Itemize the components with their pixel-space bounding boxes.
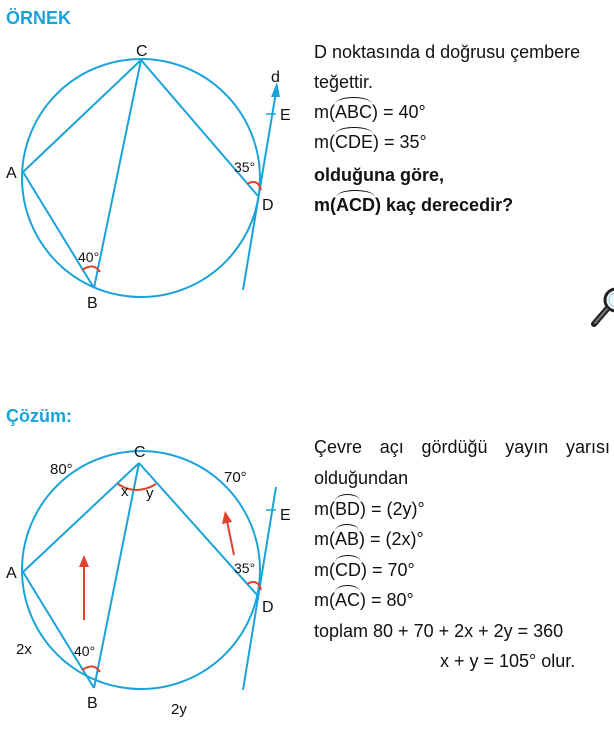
arrow-ab-head bbox=[79, 555, 89, 567]
point-c-label: C bbox=[134, 444, 146, 461]
example-diagram bbox=[0, 40, 300, 360]
example-text-line-3: m(ABC) = 40° bbox=[314, 102, 426, 122]
solution-result: x + y = 105° olur. bbox=[440, 651, 576, 671]
tangent-line bbox=[243, 92, 276, 290]
chord-bc bbox=[94, 463, 139, 688]
arc-bd: BD bbox=[335, 499, 361, 519]
chord-cd bbox=[141, 60, 258, 196]
example-circle bbox=[22, 59, 260, 297]
point-a-label: A bbox=[6, 165, 17, 182]
angle-b-label: 40° bbox=[74, 643, 96, 659]
point-d-label: D bbox=[262, 599, 274, 616]
arc-acd: ACD bbox=[336, 195, 375, 215]
angle-d-label: 35° bbox=[234, 560, 256, 576]
example-heading: ÖRNEK bbox=[6, 8, 72, 28]
arc-ac-label: 80° bbox=[50, 461, 73, 478]
point-b-label: B bbox=[87, 295, 98, 312]
solution-text-line-5: m(CD) = 70° bbox=[314, 560, 415, 580]
solution-text-line-7: toplam 80 + 70 + 2x + 2y = 360 bbox=[314, 621, 564, 641]
angle-b-label: 40° bbox=[78, 249, 100, 265]
solution-circle bbox=[22, 451, 260, 689]
example-text-line-4: m(CDE) = 35° bbox=[314, 132, 427, 152]
point-e-label: E bbox=[280, 507, 291, 524]
line-d-label: d bbox=[271, 69, 280, 86]
arc-ac: AC bbox=[335, 590, 361, 610]
example-text-line-1: D noktasında d doğrusu çembere bbox=[314, 42, 581, 62]
arc-ab: AB bbox=[335, 529, 360, 549]
angle-x-label: x bbox=[121, 483, 129, 500]
chord-ac bbox=[23, 463, 139, 572]
arc-ab-label: 2x bbox=[16, 641, 32, 658]
arc-bd-label: 2y bbox=[171, 701, 187, 718]
solution-diagram bbox=[0, 430, 300, 730]
arc-cde: CDE bbox=[335, 132, 374, 152]
chord-bc bbox=[94, 60, 141, 288]
chord-ac bbox=[23, 60, 141, 172]
arc-abc: ABC bbox=[335, 102, 373, 122]
magnifier-icon[interactable] bbox=[590, 284, 614, 330]
point-a-label: A bbox=[6, 565, 17, 582]
solution-text-line-2: olduğundan bbox=[314, 468, 409, 488]
angle-d-label: 35° bbox=[234, 159, 256, 175]
point-c-label: C bbox=[136, 43, 148, 60]
example-text-line-5: olduğuna göre, bbox=[314, 165, 444, 185]
solution-text-line-4: m(AB) = (2x)° bbox=[314, 529, 424, 549]
point-b-label: B bbox=[87, 695, 98, 712]
angle-y-label: y bbox=[146, 485, 154, 502]
solution-heading: Çözüm: bbox=[6, 406, 72, 426]
arc-cd: CD bbox=[335, 560, 361, 580]
point-e-label: E bbox=[280, 107, 291, 124]
example-text-line-2: teğettir. bbox=[314, 72, 374, 92]
arrow-cd bbox=[227, 521, 234, 555]
solution-text-line-6: m(AC) = 80° bbox=[314, 590, 414, 610]
solution-text-line-3: m(BD) = (2y)° bbox=[314, 499, 425, 519]
solution-text-line-1: Çevre açı gördüğü yayın yarısı bbox=[314, 437, 610, 457]
point-d-label: D bbox=[262, 197, 274, 214]
example-question: m(ACD) kaç derecedir? bbox=[314, 195, 514, 215]
arc-cd-label: 70° bbox=[224, 469, 247, 486]
arrow-cd-head bbox=[222, 511, 232, 524]
